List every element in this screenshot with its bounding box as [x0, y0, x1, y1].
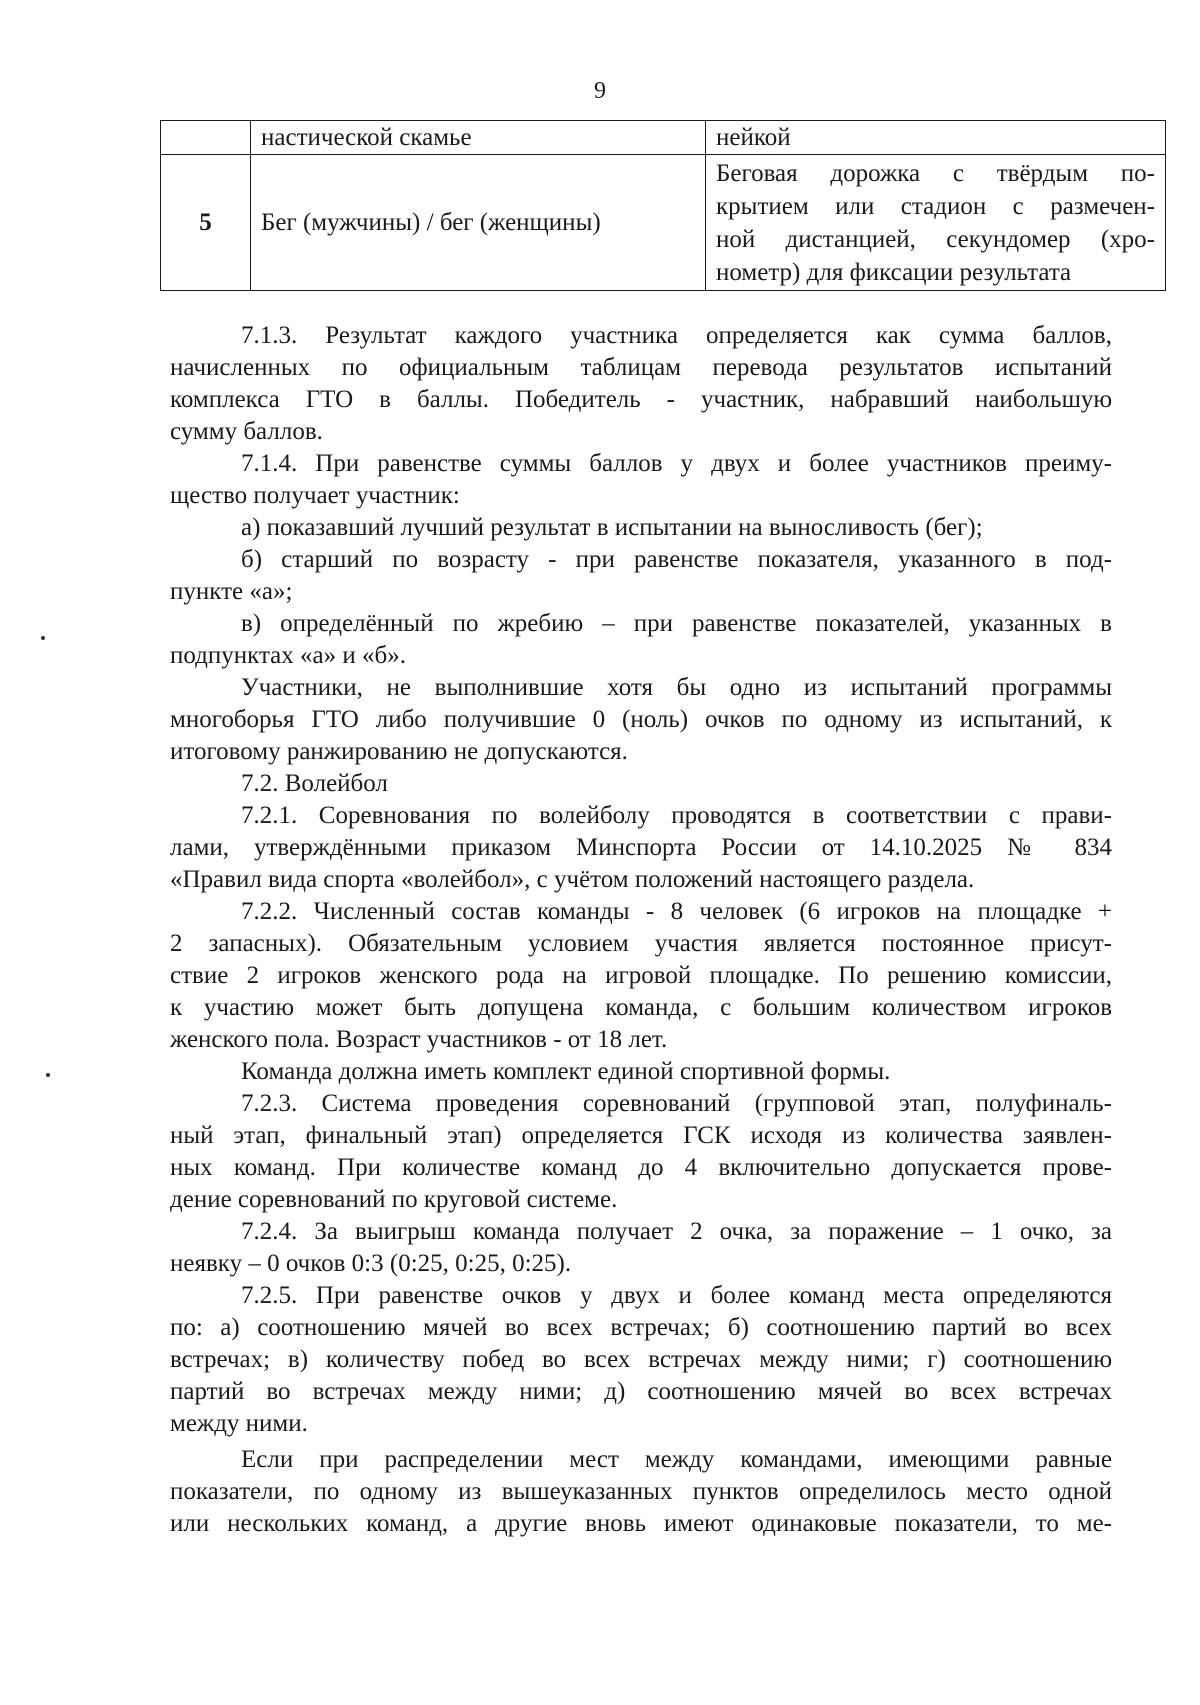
- table-cell-number: [161, 121, 251, 155]
- text-line: или нескольких команд, а другие вновь имеют одинаковые показатели, то ме-: [170, 1510, 1112, 1537]
- text-line: Команда должна иметь комплект единой спортивной формы.: [241, 1058, 891, 1085]
- table-cell-test: Бег (мужчины) / бег (женщины): [251, 155, 706, 291]
- text-line: 7.2.3. Система проведения соревнований (групповой этап, полуфиналь-: [241, 1090, 1112, 1117]
- requirements-table: [160, 120, 1166, 291]
- section-heading: 7.2. Волейбол: [241, 770, 388, 797]
- text-line: Если при распределении мест между командами, имеющими равные: [241, 1446, 1112, 1473]
- table-cell-number: 5: [161, 155, 251, 291]
- table-row: [161, 155, 1166, 291]
- equipment-line: нометр) для фиксации результата: [716, 258, 1072, 286]
- text-line: 7.2.1. Соревнования по волейболу проводятся в соответствии с прави-: [241, 802, 1112, 829]
- text-line: б) старший по возрасту - при равенстве показателя, указанного в под-: [241, 546, 1112, 573]
- text-line: 7.2.2. Численный состав команды - 8 человек (6 игроков на площадке +: [241, 898, 1112, 925]
- table-cell-equipment: нейкой: [706, 121, 1166, 155]
- scan-speck: [46, 1073, 50, 1077]
- equipment-line: Беговая дорожка с твёрдым по-: [716, 159, 1155, 187]
- text-line: комплекса ГТО в баллы. Победитель - участник, набравший наибольшую: [170, 386, 1112, 413]
- text-line: 2 запасных). Обязательным условием участия является постоянное присут-: [170, 930, 1112, 957]
- text-line: встречах; в) количеству побед во всех встречах между ними; г) соотношению: [170, 1346, 1112, 1373]
- text-line: ный этап, финальный этап) определяется ГСК исходя из количества заявлен-: [170, 1122, 1112, 1149]
- text-line: 7.2.5. При равенстве очков у двух и более команд места определяются: [241, 1282, 1112, 1309]
- table-cell-test: настической скамье: [251, 121, 706, 155]
- scan-speck: [41, 636, 45, 640]
- text-line: 7.2.4. За выигрыш команда получает 2 очка, за поражение – 1 очко, за: [241, 1218, 1112, 1245]
- text-line: ствие 2 игроков женского рода на игровой площадке. По решению комиссии,: [170, 962, 1112, 989]
- equipment-line: крытием или стадион с размечен-: [716, 192, 1155, 220]
- text-line: начисленных по официальным таблицам перевода результатов испытаний: [170, 354, 1112, 381]
- text-line: итоговому ранжированию не допускаются.: [170, 738, 628, 765]
- text-line: показатели, по одному из вышеуказанных пунктов определилось место одной: [170, 1478, 1112, 1505]
- equipment-line: ной дистанцией, секундомер (хро-: [716, 225, 1155, 253]
- text-line: в) определённый по жребию – при равенстве показателей, указанных в: [241, 610, 1112, 637]
- text-line: 7.1.4. При равенстве суммы баллов у двух и более участников преиму-: [241, 450, 1112, 477]
- text-line: щество получает участник:: [170, 482, 460, 509]
- text-line: подпунктах «а» и «б».: [170, 642, 406, 669]
- text-line: по: а) соотношению мячей во всех встречах; б) соотношению партий во всех: [170, 1314, 1112, 1341]
- text-line: лами, утверждёнными приказом Минспорта России от 14.10.2025 № 834: [170, 834, 1112, 861]
- text-line: дение соревнований по круговой системе.: [170, 1186, 618, 1213]
- text-line: а) показавший лучший результат в испытании на выносливость (бег);: [241, 514, 983, 541]
- text-line: 7.1.3. Результат каждого участника определяется как сумма баллов,: [241, 322, 1112, 349]
- text-line: женского пола. Возраст участников - от 18 лет.: [170, 1026, 668, 1053]
- text-line: партий во встречах между ними; д) соотношению мячей во всех встречах: [170, 1378, 1112, 1405]
- text-line: к участию может быть допущена команда, с большим количеством игроков: [170, 994, 1112, 1021]
- text-line: пункте «а»;: [170, 578, 293, 605]
- text-line: между ними.: [170, 1410, 308, 1437]
- text-line: неявку – 0 очков 0:3 (0:25, 0:25, 0:25).: [170, 1250, 572, 1277]
- text-line: ных команд. При количестве команд до 4 включительно допускается прове-: [170, 1154, 1112, 1181]
- text-line: «Правил вида спорта «волейбол», с учётом положений настоящего раздела.: [170, 866, 975, 893]
- text-line: Участники, не выполнившие хотя бы одно из испытаний программы: [241, 674, 1112, 701]
- page-number: 9: [594, 78, 606, 104]
- table-row: [161, 121, 1166, 155]
- text-line: многоборья ГТО либо получившие 0 (ноль) очков по одному из испытаний, к: [170, 706, 1112, 733]
- text-line: сумму баллов.: [170, 418, 323, 445]
- table-cell-equipment: [706, 155, 1166, 291]
